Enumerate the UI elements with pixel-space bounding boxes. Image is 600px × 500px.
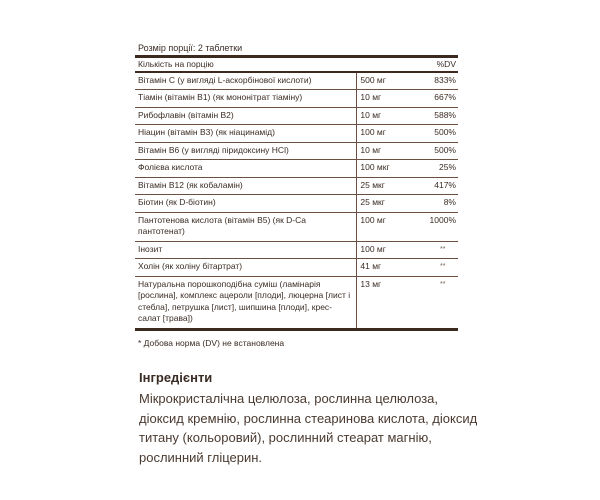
nutrient-name: Тіамін (вітамін B1) (як мононітрат тіаміну) bbox=[135, 90, 357, 108]
nutrient-dv: 25% bbox=[427, 160, 458, 178]
nutrient-amount: 10 мг bbox=[357, 107, 427, 125]
nutrient-name: Пантотенова кислота (вітамін B5) (як D-Ca пантотенат) bbox=[135, 212, 357, 241]
table-row bbox=[135, 212, 458, 241]
nutrient-amount: 100 мг bbox=[357, 241, 427, 259]
nutrient-name: Ніацин (вітамін B3) (як ніацинамід) bbox=[135, 125, 357, 143]
table-row bbox=[135, 142, 458, 160]
nutrient-dv: 8% bbox=[427, 195, 458, 213]
table-row bbox=[135, 107, 458, 125]
nutrient-name: Вітамін B6 (у вигляді піридоксину HCl) bbox=[135, 142, 357, 160]
table-row bbox=[135, 73, 458, 90]
nutrient-amount: 25 мкг bbox=[357, 195, 427, 213]
table-row bbox=[135, 177, 458, 195]
nutrient-dv: 1000% bbox=[427, 212, 458, 241]
nutrient-name: Натуральна порошкоподібна суміш (ламінарія [рослина], комплекс ацероли [плоди], люцерна [лист і стебла], петрушка [лист], шипшина [плоди], крес-салат [трава]) bbox=[135, 276, 357, 328]
nutrient-dv: ** bbox=[427, 241, 458, 259]
nutrient-name: Холін (як холіну бітартрат) bbox=[135, 259, 357, 277]
dv-header-label: %DV bbox=[436, 59, 456, 69]
nutrient-amount: 41 мг bbox=[357, 259, 427, 277]
nutrient-table bbox=[135, 73, 458, 328]
facts-header-row bbox=[135, 58, 458, 71]
table-row bbox=[135, 90, 458, 108]
serving-size: Розмір порції: 2 таблетки bbox=[138, 43, 243, 53]
ingredients-section bbox=[139, 370, 479, 467]
nutrient-amount: 100 мг bbox=[357, 125, 427, 143]
nutrient-dv: ** bbox=[427, 259, 458, 277]
nutrient-dv: ** bbox=[440, 280, 446, 288]
nutrient-dv: 833% bbox=[427, 73, 458, 90]
table-row bbox=[135, 259, 458, 277]
table-row bbox=[135, 241, 458, 259]
nutrient-amount: 10 мг bbox=[357, 90, 427, 108]
table-row bbox=[135, 125, 458, 143]
nutrient-name: Біотин (як D-біотин) bbox=[135, 195, 357, 213]
ingredients-text: Мікрокристалічна целюлоза, рослинна целюлоза, діоксид кремнію, рослинна стеаринова кислота, діоксид титану (кольоровий), рослинний стеарат магнію, рослинний гліцерин. bbox=[139, 391, 478, 465]
nutrient-dv: 417% bbox=[427, 177, 458, 195]
supplement-facts-panel bbox=[135, 42, 458, 348]
nutrient-dv: 500% bbox=[427, 142, 458, 160]
amount-per-serving-label: Кількість на порцію bbox=[138, 59, 214, 69]
nutrient-dv: 667% bbox=[427, 90, 458, 108]
divider-thick bbox=[135, 328, 458, 331]
nutrient-name: Фолієва кислота bbox=[135, 160, 357, 178]
nutrient-name: Вітамін C (у вигляді L-аскорбінової кислоти) bbox=[135, 73, 357, 90]
nutrient-amount: 500 мг bbox=[357, 73, 427, 90]
nutrient-amount: 25 мкг bbox=[357, 177, 427, 195]
table-row bbox=[135, 276, 458, 328]
table-row bbox=[135, 195, 458, 213]
nutrient-dv: 588% bbox=[427, 107, 458, 125]
nutrient-name: Інозит bbox=[135, 241, 357, 259]
dv-footnote: * Добова норма (DV) не встановлена bbox=[138, 337, 285, 348]
nutrient-name: Рибофлавін (вітамін B2) bbox=[135, 107, 357, 125]
nutrient-amount: 13 мг bbox=[360, 278, 382, 289]
table-row bbox=[135, 160, 458, 178]
nutrient-amount: 10 мг bbox=[357, 142, 427, 160]
nutrient-amount: 100 мг bbox=[357, 212, 427, 241]
nutrient-amount: 100 мкг bbox=[357, 160, 427, 178]
ingredients-title: Інгредієнти bbox=[139, 370, 213, 385]
nutrient-dv: 500% bbox=[427, 125, 458, 143]
nutrient-name: Вітамін B12 (як кобаламін) bbox=[135, 177, 357, 195]
